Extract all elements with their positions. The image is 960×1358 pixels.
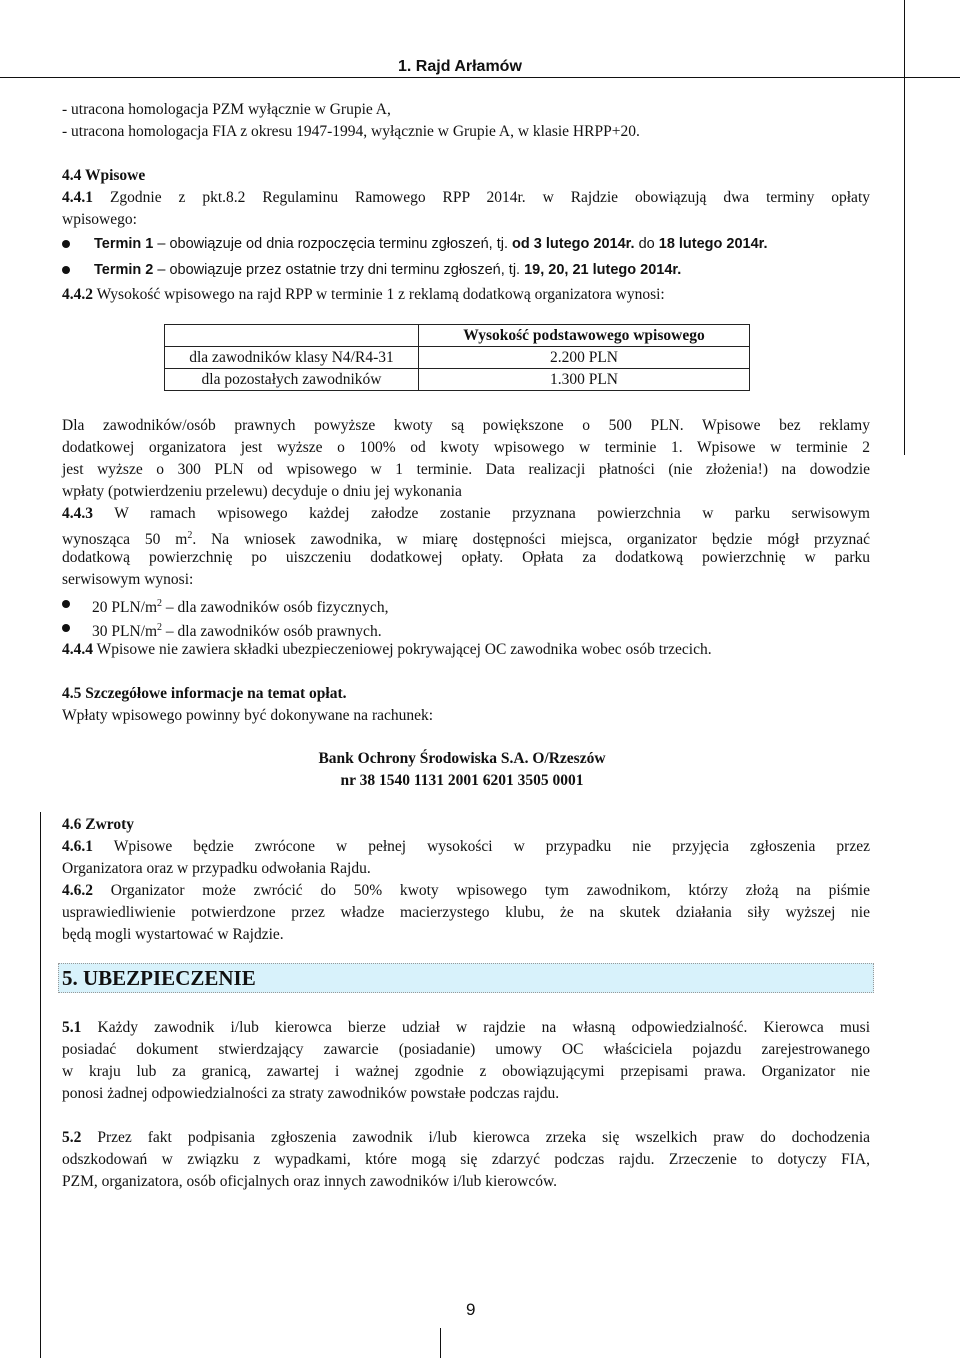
table-row bbox=[165, 347, 750, 369]
bullet-icon bbox=[62, 624, 70, 632]
fee-table-header-row bbox=[165, 325, 750, 347]
left-border-line bbox=[40, 812, 41, 1358]
p51-line-2: posiadać dokument stwierdzający zawarcie (posiadanie) umowy OC właściciela pojazdu zarejestrowanego bbox=[62, 1041, 870, 1058]
p443-line-1 bbox=[62, 503, 870, 525]
p462-text: Organizator może zwrócić do 50% kwoty wpisowego tym zawodnikom, którzy złożą na piśmie bbox=[110, 882, 870, 899]
term-2-text: – obowiązuje przez ostatnie trzy dni terminu zgłoszeń, tj. bbox=[157, 262, 521, 278]
p443-line-4: serwisowym wynosi: bbox=[62, 571, 194, 588]
after-table-line-3: jest wyższe o 300 PLN od wpisowego w 1 terminie. Data realizacji płatności (nie złożenia!) na dowodzie bbox=[62, 461, 870, 478]
p442-number: 4.4.2 bbox=[62, 286, 93, 303]
p52-line-2: odszkodowań w związku z wypadkami, które mogą się zdarzyć podczas rajdu. Zrzeczenie to dotyczy FIA, bbox=[62, 1151, 870, 1168]
p51-line-3: w kraju lub za granicą, zawartej i ważnej zgodnie z obowiązującymi przepisami prawa. Organizator nie bbox=[62, 1063, 870, 1080]
header-rule bbox=[0, 77, 960, 78]
section-4-5-text: Wpłaty wpisowego powinny być dokonywane na rachunek: bbox=[62, 707, 434, 724]
fee-bullet-2-text: – dla zawodników osób prawnych. bbox=[162, 623, 382, 641]
p51-number: 5.1 bbox=[62, 1019, 82, 1036]
fee-bullet-1 bbox=[92, 593, 862, 619]
bank-name: Bank Ochrony Środowiska S.A. O/Rzeszów bbox=[318, 750, 606, 767]
p461-line-1 bbox=[62, 836, 870, 858]
section-4-5-heading: 4.5 Szczegółowe informacje na temat opłat. bbox=[62, 685, 347, 702]
p442-text: Wysokość wpisowego na rajd RPP w terminie 1 z reklamą dodatkową organizatora wynosi: bbox=[96, 286, 665, 303]
p441-text: Zgodnie z pkt.8.2 Regulaminu Ramowego RPP 2014r. w Rajdzie obowiązują dwa terminy opłaty bbox=[109, 189, 870, 206]
p461-number: 4.6.1 bbox=[62, 838, 93, 855]
term-2-dates: 19, 20, 21 lutego 2014r. bbox=[524, 262, 682, 278]
bullet-icon bbox=[62, 266, 70, 274]
term-2-label: Termin 2 bbox=[94, 262, 154, 278]
footer-separator bbox=[440, 1328, 441, 1358]
p443-area-text: wynosząca 50 m bbox=[62, 531, 188, 549]
p52-line-1 bbox=[62, 1127, 870, 1149]
fee-bullet-1-text: – dla zawodników osób fizycznych, bbox=[162, 599, 389, 617]
superscript: 2 bbox=[157, 622, 163, 633]
intro-line-2: - utracona homologacja FIA z okresu 1947-1994, wyłącznie w Grupie A, w klasie HRPP+20. bbox=[62, 123, 640, 140]
table-row bbox=[165, 369, 750, 391]
fee-table-empty-cell bbox=[165, 325, 419, 347]
bank-account: nr 38 1540 1131 2001 6201 3505 0001 bbox=[340, 772, 584, 789]
p51-line-4: ponosi żadnej odpowiedzialności za straty zawodników powstałe podczas rajdu. bbox=[62, 1085, 560, 1102]
fee-table bbox=[164, 324, 750, 391]
page-number: 9 bbox=[466, 1300, 476, 1319]
fee-row-label: dla zawodników klasy N4/R4-31 bbox=[165, 347, 419, 369]
term-1-end: 18 lutego 2014r. bbox=[658, 236, 768, 252]
term-1-line bbox=[94, 233, 864, 255]
p52-line-3: PZM, organizatora, osób oficjalnych oraz innych zawodników i/lub kierowców. bbox=[62, 1173, 558, 1190]
p441-line-1 bbox=[62, 187, 870, 209]
term-2-line bbox=[94, 259, 864, 281]
section-4-4-heading: 4.4 Wpisowe bbox=[62, 167, 146, 184]
bullet-icon bbox=[62, 240, 70, 248]
page-header-title: 1. Rajd Arłamów bbox=[398, 58, 522, 75]
p51-line-1 bbox=[62, 1017, 870, 1039]
after-table-line-4: wpłaty (potwierdzeniu przelewu) decyduje o dniu jej wykonania bbox=[62, 483, 462, 500]
p462-line-1 bbox=[62, 880, 870, 902]
p461-text: Wpisowe będzie zwrócone w pełnej wysokości w przypadku nie przyjęcia zgłoszenia przez bbox=[113, 838, 870, 855]
right-border-line bbox=[904, 0, 905, 455]
p461-line-2: Organizatora oraz w przypadku odwołania Rajdu. bbox=[62, 860, 371, 877]
p444-number: 4.4.4 bbox=[62, 641, 93, 658]
term-1-start: od 3 lutego 2014r. bbox=[512, 236, 635, 252]
bullet-icon bbox=[62, 600, 70, 608]
p462-line-3: będą mogli wystartować w Rajdzie. bbox=[62, 926, 284, 943]
p52-number: 5.2 bbox=[62, 1129, 82, 1146]
p442-line bbox=[62, 284, 870, 306]
fee-bullet-2-amount: 30 PLN/m bbox=[92, 623, 158, 641]
term-1-text: – obowiązuje od dnia rozpoczęcia terminu zgłoszeń, tj. bbox=[157, 236, 509, 252]
p443-line-3: dodatkową powierzchnię po uiszczeniu dodatkowej opłaty. Opłata za dodatkową powierzchnię w parku bbox=[62, 549, 870, 566]
term-1-label: Termin 1 bbox=[94, 236, 154, 252]
p52-text: Przez fakt podpisania zgłoszenia zawodnik i/lub kierowca zrzeka się wszelkich praw do dochodzenia bbox=[97, 1129, 870, 1146]
p443-number: 4.4.3 bbox=[62, 505, 93, 522]
p443-text-cont: . Na wniosek zawodnika, w miarę dostępności miejsca, organizator będzie mógł przyznać bbox=[192, 531, 870, 549]
fee-table-header: Wysokość podstawowego wpisowego bbox=[419, 325, 750, 347]
section-4-6-heading: 4.6 Zwroty bbox=[62, 816, 135, 833]
fee-bullet-1-amount: 20 PLN/m bbox=[92, 599, 158, 617]
p51-text: Każdy zawodnik i/lub kierowca bierze udział w rajdzie na własną odpowiedzialność. Kierowca musi bbox=[97, 1019, 870, 1036]
p444-line bbox=[62, 639, 870, 661]
fee-row-label: dla pozostałych zawodników bbox=[165, 369, 419, 391]
after-table-line-1: Dla zawodników/osób prawnych powyższe kwoty są powiększone o 500 PLN. Wpisowe bez reklamy bbox=[62, 417, 870, 434]
p441-line-2: wpisowego: bbox=[62, 211, 137, 228]
p462-line-2: usprawiedliwienie potwierdzone przez władze macierzystego klubu, że na skutek działania siły wyższej nie bbox=[62, 904, 870, 921]
fee-row-value: 2.200 PLN bbox=[419, 347, 750, 369]
term-1-mid: do bbox=[638, 236, 655, 252]
intro-line-1: - utracona homologacja PZM wyłącznie w Grupie A, bbox=[62, 101, 391, 118]
after-table-line-2: dodatkowej organizatora jest wyższe o 100% od kwoty wpisowego w terminie 1. Wpisowe w terminie 2 bbox=[62, 439, 870, 456]
p444-text: Wpisowe nie zawiera składki ubezpieczeniowej pokrywającej OC zawodnika wobec osób trzecich. bbox=[96, 641, 712, 658]
section-5-heading: 5. UBEZPIECZENIE bbox=[62, 966, 256, 990]
p462-number: 4.6.2 bbox=[62, 882, 93, 899]
superscript: 2 bbox=[157, 598, 163, 609]
fee-row-value: 1.300 PLN bbox=[419, 369, 750, 391]
p441-number: 4.4.1 bbox=[62, 189, 93, 206]
superscript: 2 bbox=[187, 530, 193, 541]
p443-text: W ramach wpisowego każdej załodze zostanie przyznana powierzchnia w parku serwisowym bbox=[114, 505, 870, 522]
